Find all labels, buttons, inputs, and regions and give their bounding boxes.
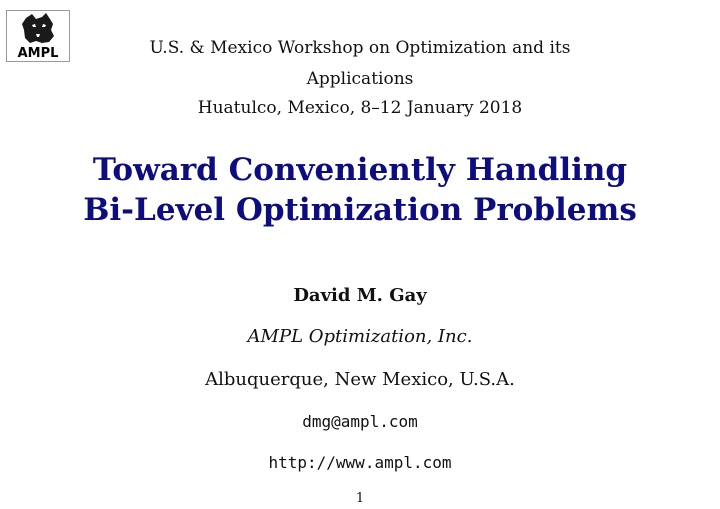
- logo-text: AMPL: [17, 46, 59, 61]
- author-organization: AMPL Optimization, Inc.: [247, 326, 473, 347]
- title-line-2: Bi-Level Optimization Problems: [83, 192, 637, 228]
- author-url: http://www.ampl.com: [268, 453, 452, 472]
- page-number: 1: [355, 491, 365, 506]
- slide-title: [0, 150, 720, 230]
- workshop-line-2: Applications: [306, 69, 414, 89]
- workshop-name: [0, 33, 720, 95]
- workshop-line-1: U.S. & Mexico Workshop on Optimization and its: [149, 38, 571, 58]
- author-location: Albuquerque, New Mexico, U.S.A.: [205, 369, 515, 390]
- author-email: dmg@ampl.com: [302, 412, 418, 431]
- author-name: David M. Gay: [293, 285, 427, 306]
- venue-date: Huatulco, Mexico, 8–12 January 2018: [197, 98, 523, 118]
- title-line-1: Toward Conveniently Handling: [92, 152, 628, 188]
